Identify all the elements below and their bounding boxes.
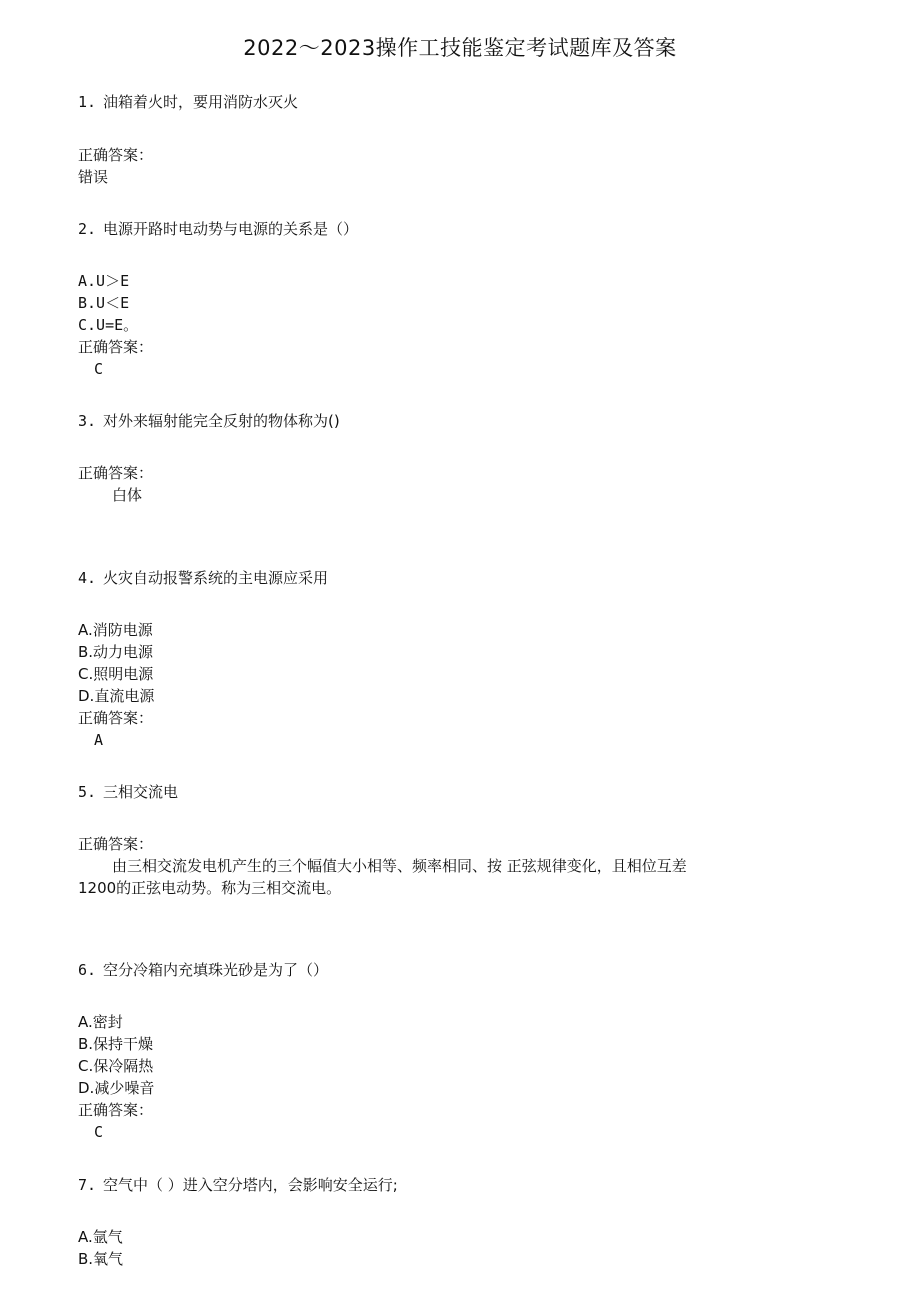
- answer-text: 白体: [112, 486, 143, 504]
- option-d: D.减少噪音: [78, 1079, 155, 1097]
- question-text: 空气中（ ）进入空分塔内，会影响安全运行;: [103, 1176, 398, 1194]
- question-number: 7.: [78, 1176, 97, 1194]
- option-b: B.U＜E: [78, 294, 130, 312]
- answer-text: A: [94, 731, 104, 749]
- answer-label: 正确答案：: [78, 338, 154, 356]
- answer-text: C: [94, 1123, 104, 1141]
- question-text: 对外来辐射能完全反射的物体称为(): [103, 412, 340, 430]
- answer-text: C: [94, 360, 104, 378]
- question-text: 电源开路时电动势与电源的关系是（）: [103, 220, 359, 238]
- option-a: A.氩气: [78, 1228, 123, 1246]
- option-b: B.保持干燥: [78, 1035, 154, 1053]
- question-number: 5.: [78, 783, 97, 801]
- question-number: 2.: [78, 220, 97, 238]
- question-text: 油箱着火时，要用消防水灭火: [103, 93, 299, 111]
- option-a: A.U＞E: [78, 272, 130, 290]
- question-number: 6.: [78, 961, 97, 979]
- answer-label: 正确答案：: [78, 146, 154, 164]
- question-text: 空分冷箱内充填珠光砂是为了（）: [103, 961, 329, 979]
- answer-label: 正确答案：: [78, 464, 154, 482]
- option-a: A.密封: [78, 1013, 123, 1031]
- option-a: A.消防电源: [78, 621, 153, 639]
- answer-text-line-2: 1200的正弦电动势。称为三相交流电。: [78, 879, 342, 897]
- question-number: 3.: [78, 412, 97, 430]
- question-number: 1.: [78, 93, 97, 111]
- page-title: 2022～2023操作工技能鉴定考试题库及答案: [243, 36, 677, 60]
- question-number: 4.: [78, 569, 97, 587]
- question-text: 三相交流电: [103, 783, 179, 801]
- option-c: C.U=E。: [78, 316, 139, 334]
- answer-text-line-1: 由三相交流发电机产生的三个幅值大小相等、频率相同、按 正弦规律变化，且相位互差: [112, 857, 687, 875]
- option-b: B.动力电源: [78, 643, 154, 661]
- option-c: C.保冷隔热: [78, 1057, 154, 1075]
- answer-label: 正确答案：: [78, 709, 154, 727]
- answer-label: 正确答案：: [78, 835, 154, 853]
- option-b: B.氧气: [78, 1250, 124, 1268]
- answer-label: 正确答案：: [78, 1101, 154, 1119]
- answer-text: 错误: [78, 168, 109, 186]
- option-d: D.直流电源: [78, 687, 155, 705]
- option-c: C.照明电源: [78, 665, 154, 683]
- question-text: 火灾自动报警系统的主电源应采用: [103, 569, 329, 587]
